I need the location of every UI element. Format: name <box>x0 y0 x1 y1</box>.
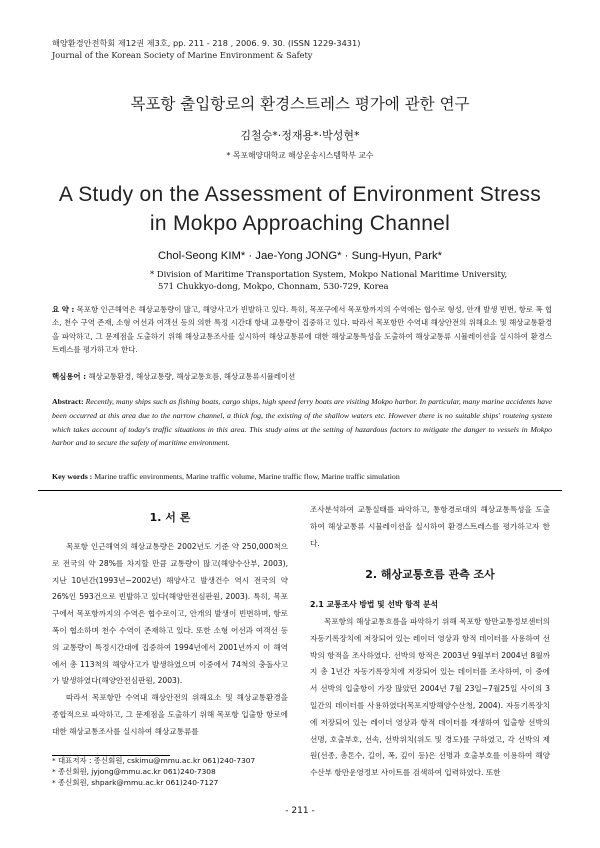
paper-title-korean: 목포항 출입항로의 환경스트레스 평가에 관한 연구 <box>130 95 470 113</box>
footnote-item: * 종신회원, jyjong@mmu.ac.kr 061)240-7308 <box>52 766 216 776</box>
section2-paragraph: 목포항의 해상교통흐름을 파악하기 위해 목포항 항만교통정보센터의 자동기록장치에 저장되어 있는 레이더 영상과 항적 데이터를 사용하여 선박의 항적을 조사하였다. 선박의 항적은 2003년 9월부터 2004년 8월까지 총 1년간 자동기록장치에 저장되어 있는 데이터를 조사하여, 이 중에서 선박의 입출항이 가장 많았던 2004년 7월 23일~7월25일 사이의 3일간의 데이터를 사용하였다(목포지방해양수산청, 2004). 자동기록장치에 저장되어 있는 레이더 영상과 항적 데이터를 재생하여 입출항 선박의 선명, 호출부호, 선속, 선박위치(위도 및 경도)를 구하였고, 각 선박의 제원(선종, 총톤수, 길이, 폭, 깊이 등)은 선명과 호출부호를 이용하여 해양수산부 항만운영정보 사이트를 검색하여 입력하였다. 또한 <box>310 617 550 778</box>
affiliation-english-line2: 571 Chukkyo-dong, Mokpo, Chonnam, 530-729, Korea <box>158 281 389 291</box>
right-column-intro <box>310 502 550 552</box>
journal-citation: 해양환경안전학회 제12권 제3호, pp. 211 - 218 , 2006. 9. 30. (ISSN 1229-3431) <box>52 38 361 48</box>
left-column <box>52 539 288 741</box>
abstract-korean-label: 요 약 : <box>52 305 75 314</box>
footnote-item: * 대표저자 : 종신회원, cskimu@mmu.ac.kr 061)240-7307 <box>52 756 256 765</box>
abstract-korean-text: 목포항 인근해역은 해상교통량이 많고, 해양사고가 빈발하고 있다. 특히, 목포구에서 목포항까지의 수역에는 협수로 형성, 안개 발생 빈번, 항로 폭 협소, 천수 구역 존재, 소형 어선과 여객선 등의 의한 특정 시간대 항내 교통량이 집중하고 있다. 따라서 목포항만 수역내 해상안전의 위해요소 및 해상교통환경을 파악하고, 그 문제점을 도출하기 위해 해상교통조사를 실시하여 해상교통류에 대한 해상교통특성을 도출하여 해상교통류 시뮬레이션을 실시하여 환경스트레스를 평가하고자 한다. <box>52 305 553 355</box>
page-number: - 211 - <box>285 806 315 816</box>
keywords-english <box>52 472 552 481</box>
authors-korean: 김철승*·정재용*·박성현* <box>240 129 360 142</box>
footnotes <box>52 756 288 788</box>
paper-title-english-line2: in Mokpo Approaching Channel <box>149 212 451 235</box>
section2-heading: 2. 해상교통흐름 관측 조사 <box>365 568 495 581</box>
keywords-korean-label: 핵심용어 : <box>52 372 87 381</box>
affiliation-english-line1: * Division of Maritime Transportation System, Mokpo National Maritime University, <box>150 269 508 279</box>
section1-paragraph2: 따라서 목포항만 수역내 해상안전의 위해요소 및 해상교통환경을 종합적으로 파악하고, 그 문제점을 도출하기 위해 목포항 입출항 항로에 대한 해상교통조사를 실시하여 해상교통류를 <box>52 693 288 736</box>
journal-name: Journal of the Korean Society of Marine Environment & Safety <box>52 50 313 60</box>
keywords-english-text: Marine traffic environments, Marine traffic volume, Marine traffic flow, Marine traffic simulation <box>94 472 400 481</box>
section-divider <box>38 490 562 491</box>
section2-subheading: 2.1 교통조사 방법 및 선박 항적 분석 <box>310 600 439 609</box>
paper-title-english-line1: A Study on the Assessment of Environment Stress <box>58 183 542 206</box>
keywords-english-label: Key words : <box>52 472 93 481</box>
abstract-english-label: Abstract: <box>52 397 84 406</box>
right-column-intro-text: 조사분석하여 교통실태를 파악하고, 통항경로대의 해상교통특성을 도출하여 해상교통류 시뮬레이션을 실시하여 환경스트레스를 평가하고자 한다. <box>310 505 550 548</box>
abstract-korean <box>52 303 552 357</box>
authors-english: Chol-Seong KIM* · Jae-Yong JONG* · Sung-Hyun, Park* <box>157 250 443 262</box>
keywords-korean <box>52 370 552 383</box>
section2-body <box>310 614 550 782</box>
affiliation-korean: * 목포해양대학교 해상운송시스템학부 교수 <box>226 151 374 160</box>
section1-heading: 1. 서 론 <box>149 511 191 524</box>
abstract-english-text: Recently, many ships such as fishing boats, cargo ships, high speed ferry boats are visiting Mokpo harbor. In particular, many marine accidents have been occurred at this area due to the narrow channel, a thick fog, the existing of the shallow waters etc. However there is no suitable ships' routeing system which takes account of today's traffic situations in this area. This study aims at the setting of hazardous factors to mitigate the danger to vessels in Mokpo harbor and to secure the safety of maritime environment. <box>52 397 552 448</box>
keywords-korean-text: 해상교통환경, 해상교통량, 해상교통흐름, 해상교통류시뮬레이션 <box>88 372 296 381</box>
section1-paragraph1: 목포항 인근해역의 해상교통량은 2002년도 기준 약 250,000척으로 전국의 약 28%를 차지할 만큼 교통량이 많고(해양수산부, 2003), 지난 10년간(1993년~2002년) 해양사고 발생건수 역시 전국의 약 26%인 593건으로 빈발하고 있다(해양안전심판원, 2003). 특히, 목포구에서 목포항까지의 수역은 협수로이고, 안개의 발생이 빈번하며, 항로폭이 협소하며 천수 수역이 존재하고 있다. 또한 소형 어선과 여객선 등의 교통량이 특정시간대에 집중하여 1994년에서 2001년까지 이 해역에서 총 113척의 해양사고가 발생하였으며 이중에서 74척의 충돌사고가 발생하였다(해양안전심판원, 2003). <box>52 542 288 686</box>
abstract-english <box>52 395 552 450</box>
affiliation-english <box>150 268 510 292</box>
footnote-item: * 종신회원, shpark@mmu.ac.kr 061)240-7127 <box>52 777 219 787</box>
